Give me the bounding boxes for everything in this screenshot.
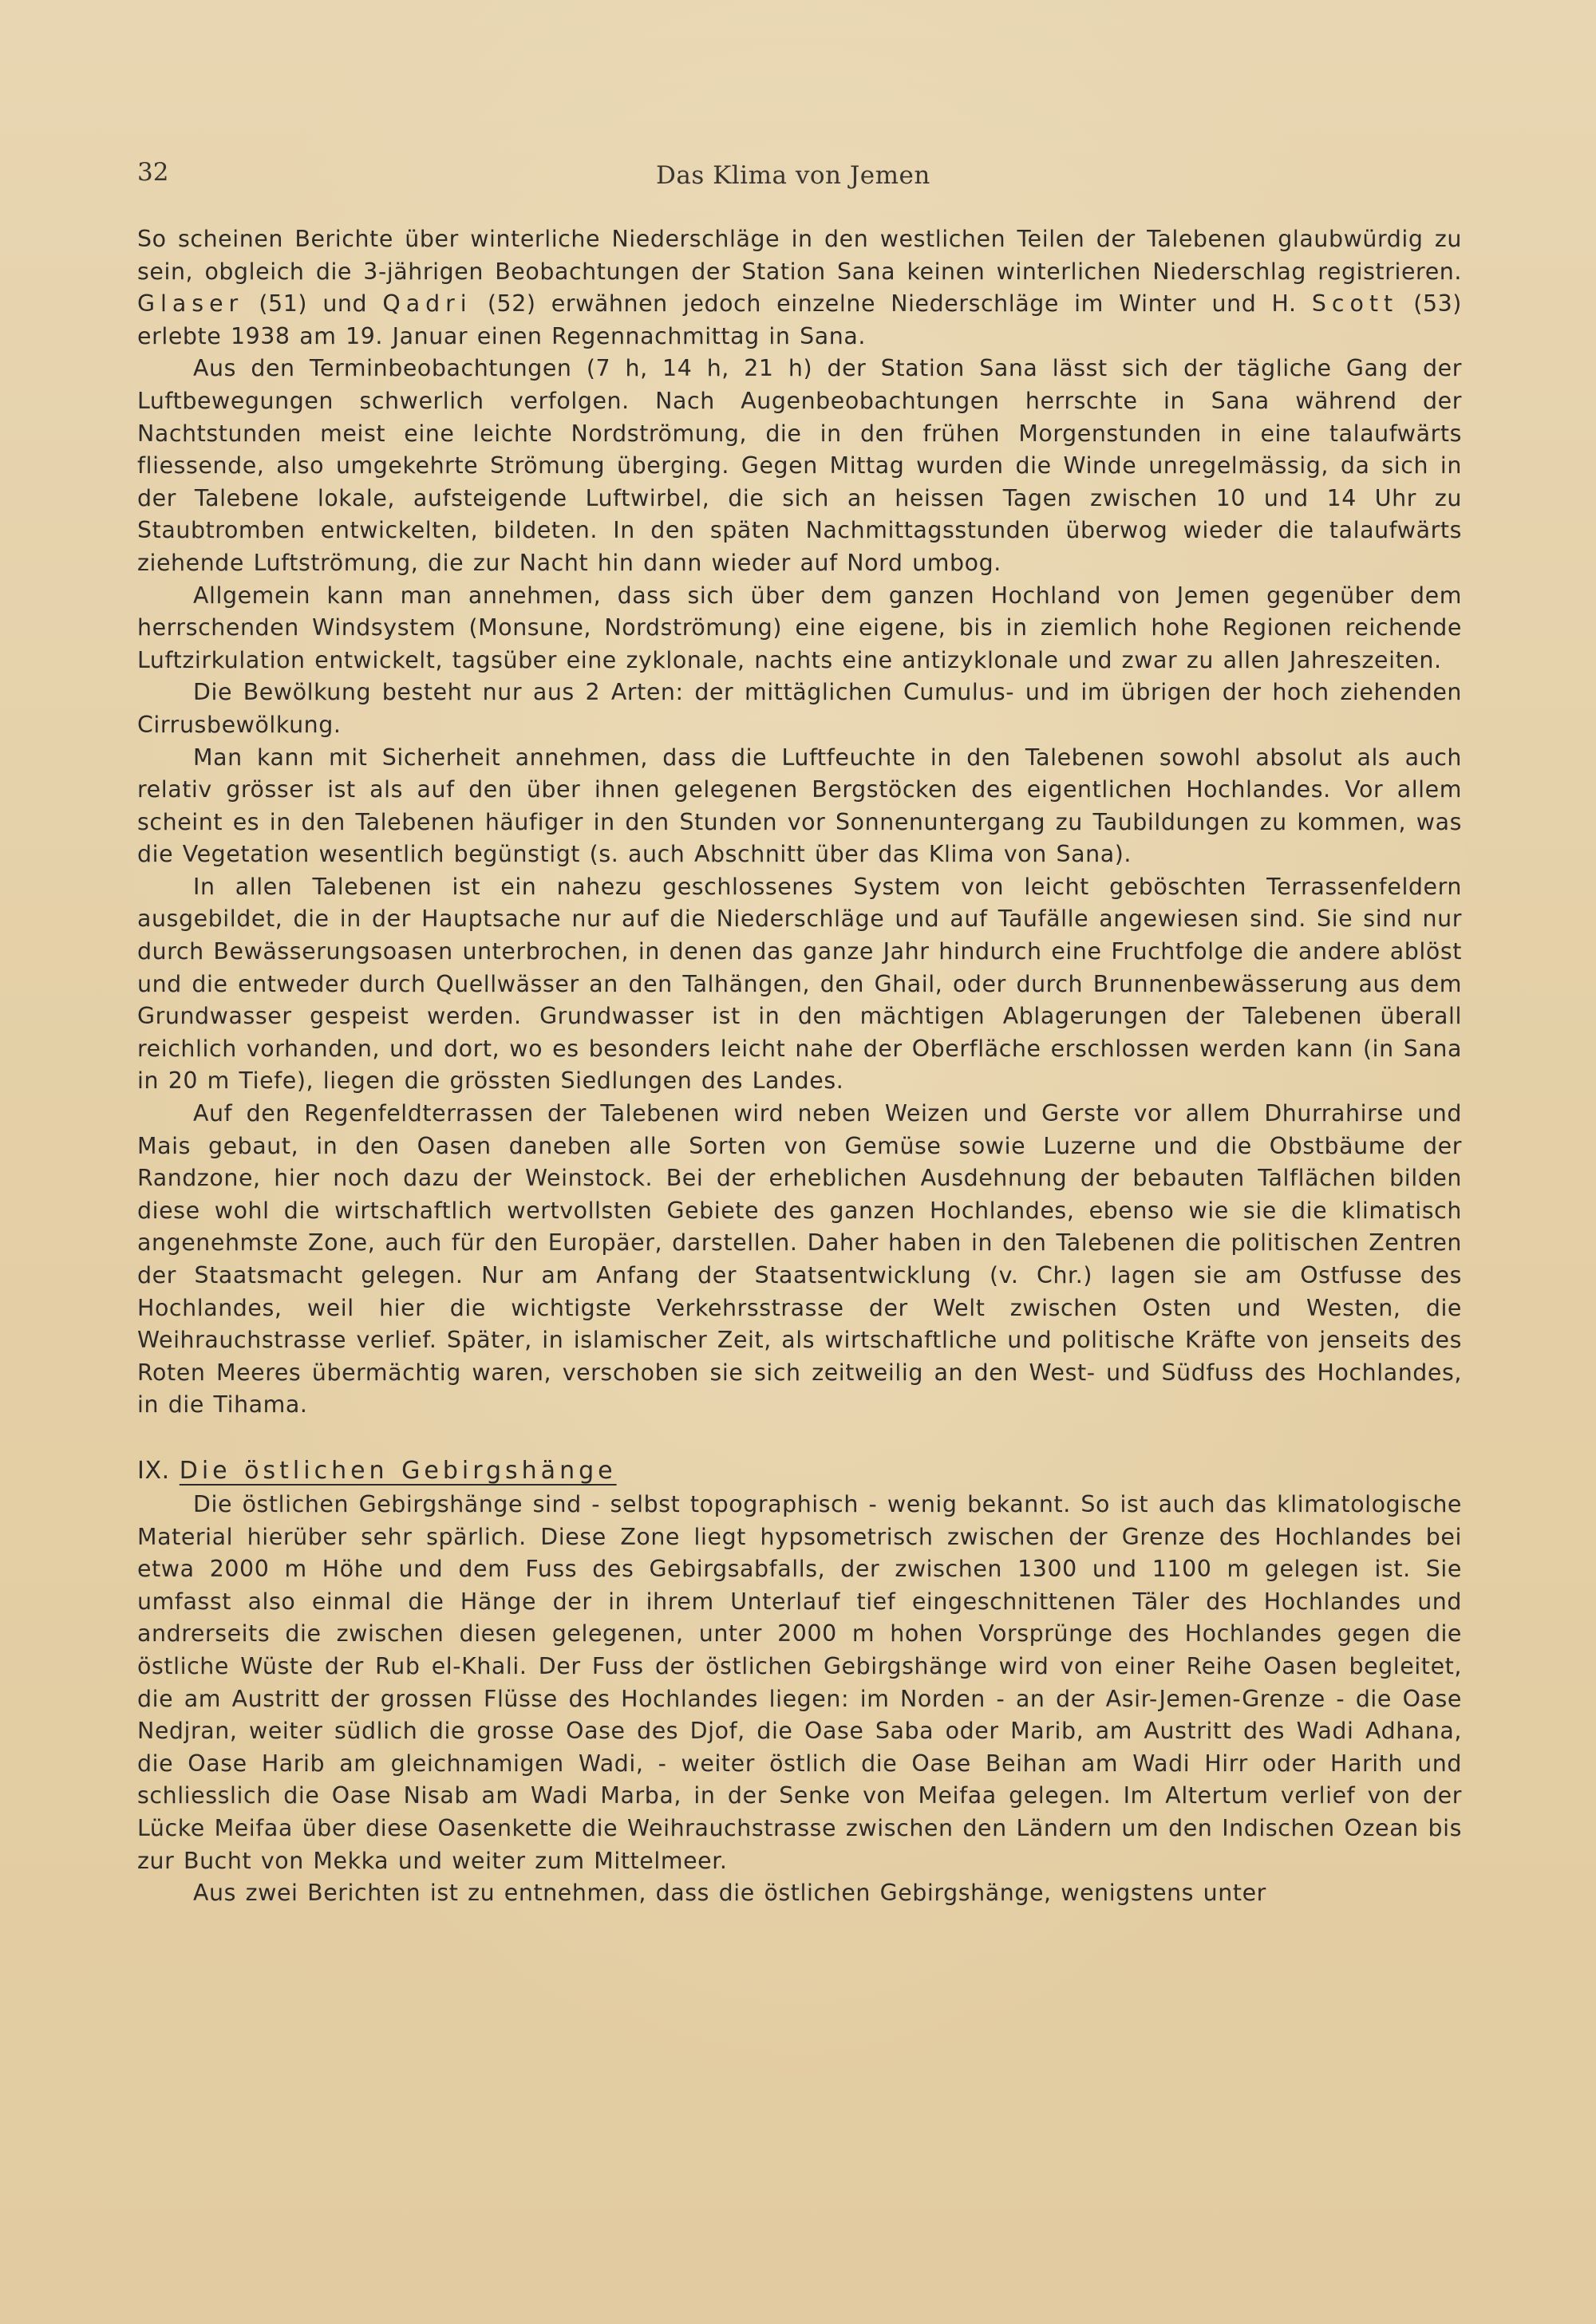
- text-segment: (53) erlebte 1938 am 19. Januar einen Regennachmittag in Sana.: [137, 290, 1462, 349]
- section-number: IX.: [137, 1456, 170, 1485]
- paragraph: [137, 223, 1462, 353]
- section-body: [137, 1489, 1462, 1910]
- paragraph: Aus den Terminbeobachtungen (7 h, 14 h, 21 h) der Station Sana lässt sich der tägliche Gang der Luftbewegungen schwerlich verfolgen. Nach Augenbeobachtungen herrschte in Sana während der Nachtstunden meist eine leichte Nordströmung, die in den frühen Morgenstunden in eine talaufwärts fliessende, also umgekehrte Strömung überging. Gegen Mittag wurden die Winde unregelmässig, da sich in der Talebene lokale, aufsteigende Luftwirbel, die sich an heissen Tagen zwischen 10 und 14 Uhr zu Staubtromben entwickelten, bildeten. In den späten Nachmittagsstunden überwog wieder die talaufwärts ziehende Luftströmung, die zur Nacht hin dann wieder auf Nord umbog.: [137, 355, 1462, 576]
- paragraph: In allen Talebenen ist ein nahezu geschlossenes System von leicht geböschten Terrassenfeldern ausgebildet, die in der Hauptsache nur auf die Niederschläge und auf Taufälle angewiesen sind. Sie sind nur durch Bewässerungsoasen unterbrochen, in denen das ganze Jahr hindurch eine Fruchtfolge die andere ablöst und die entweder durch Quellwässer an den Talhängen, den Ghail, oder durch Brunnenbewässerung aus dem Grundwasser gespeist werden. Grundwasser ist in den mächtigen Ablagerungen der Talebenen überall reichlich vorhanden, und dort, wo es besonders leicht nahe der Oberfläche erschlossen werden kann (in Sana in 20 m Tiefe), liegen die grössten Siedlungen des Landes.: [137, 873, 1462, 1095]
- section-title: Die östlichen Gebirgshänge: [179, 1456, 617, 1485]
- paragraph: Die östlichen Gebirgshänge sind - selbst topographisch - wenig bekannt. So ist auch das klimatologische Material hierüber sehr spärlich. Diese Zone liegt hypsometrisch zwischen der Grenze des Hochlandes bei etwa 2000 m Höhe und dem Fuss des Gebirgsabfalls, der zwischen 1300 und 1100 m gelegen ist. Sie umfasst also einmal die Hänge der in ihrem Unterlauf tief eingeschnittenen Täler des Hochlandes und andrerseits die zwischen diesen gelegenen, unter 2000 m hohen Vorsprünge des Hochlandes gegen die östliche Wüste der Rub el-Khali. Der Fuss der östlichen Gebirgshänge wird von einer Reihe Oasen begleitet, die am Austritt der grossen Flüsse des Hochlandes liegen: im Norden - an der Asir-Jemen-Grenze - die Oase Nedjran, weiter südlich die grosse Oase des Djof, die Oase Saba oder Marib, am Austritt des Wadi Adhana, die Oase Harib am gleichnamigen Wadi, - weiter östlich die Oase Beihan am Wadi Hirr oder Harith und schliesslich die Oase Nisab am Wadi Marba, in der Senke von Meifaa gelegen. Im Altertum verlief von der Lücke Meifaa über diese Oasenkette die Weihrauchstrasse zwischen den Ländern um den Indischen Ozean bis zur Bucht von Mekka und weiter zum Mittelmeer.: [137, 1490, 1462, 1874]
- text-segment: (51) und: [243, 290, 383, 318]
- section-heading: [137, 1454, 1462, 1489]
- running-title: Das Klima von Jemen: [656, 161, 930, 190]
- author-name: Glaser: [137, 290, 244, 318]
- paragraph: Aus zwei Berichten ist zu entnehmen, dass die östlichen Gebirgshänge, wenigstens unter: [193, 1880, 1266, 1907]
- paragraph: Allgemein kann man annehmen, dass sich über dem ganzen Hochland von Jemen gegenüber dem herrschenden Windsystem (Monsune, Nordströmung) eine eigene, bis in ziemlich hohe Regionen reichende Luftzirkulation entwickelt, tagsüber eine zyklonale, nachts eine antizyklonale und zwar zu allen Jahreszeiten.: [137, 582, 1462, 673]
- paragraph: Man kann mit Sicherheit annehmen, dass die Luftfeuchte in den Talebenen sowohl absolut als auch relativ grösser ist als auf den über ihnen gelegenen Bergstöcken des eigentlichen Hochlandes. Vor allem scheint es in den Talebenen häufiger in den Stunden vor Sonnenuntergang zu Taubildungen zu kommen, was die Vegetation wesentlich begünstigt (s. auch Abschnitt über das Klima von Sana).: [137, 744, 1462, 868]
- running-header: [137, 158, 1430, 196]
- page-number: 32: [137, 158, 169, 187]
- body-text: [137, 223, 1462, 1910]
- text-segment: (52) erwähnen jedoch einzelne Niederschläge im Winter und H.: [472, 290, 1312, 318]
- paragraph: Die Bewölkung besteht nur aus 2 Arten: der mittäglichen Cumulus- und im übrigen der hoch ziehenden Cirrusbewölkung.: [137, 679, 1462, 738]
- author-name: Scott: [1311, 290, 1399, 318]
- paragraph: Auf den Regenfeldterrassen der Talebenen wird neben Weizen und Gerste vor allem Dhurrahirse und Mais gebaut, in den Oasen daneben alle Sorten von Gemüse sowie Luzerne und die Obstbäume der Randzone, hier noch dazu der Weinstock. Bei der erheblichen Ausdehnung der bebauten Talflächen bilden diese wohl die wirtschaftlich wertvollsten Gebiete des ganzen Hochlandes, ebenso wie sie die klimatisch angenehmste Zone, auch für den Europäer, darstellen. Daher haben in den Talebenen die politischen Zentren der Staatsmacht gelegen. Nur am Anfang der Staatsentwicklung (v. Chr.) lagen sie am Ostfusse des Hochlandes, weil hier die wichtigste Verkehrsstrasse der Welt zwischen Osten und Westen, die Weihrauchstrasse verlief. Später, in islamischer Zeit, als wirtschaftliche und politische Kräfte von jenseits des Roten Meeres übermächtig waren, verschoben sie sich zeitweilig an den West- und Südfuss des Hochlandes, in die Tihama.: [137, 1100, 1462, 1418]
- text-segment: So scheinen Berichte über winterliche Niederschläge in den westlichen Teilen der Talebenen glaubwürdig zu sein, obgleich die 3-jährigen Beobachtungen der Station Sana keinen winterlichen Niederschlag registrieren.: [137, 226, 1462, 285]
- author-name: Qadri: [382, 290, 472, 318]
